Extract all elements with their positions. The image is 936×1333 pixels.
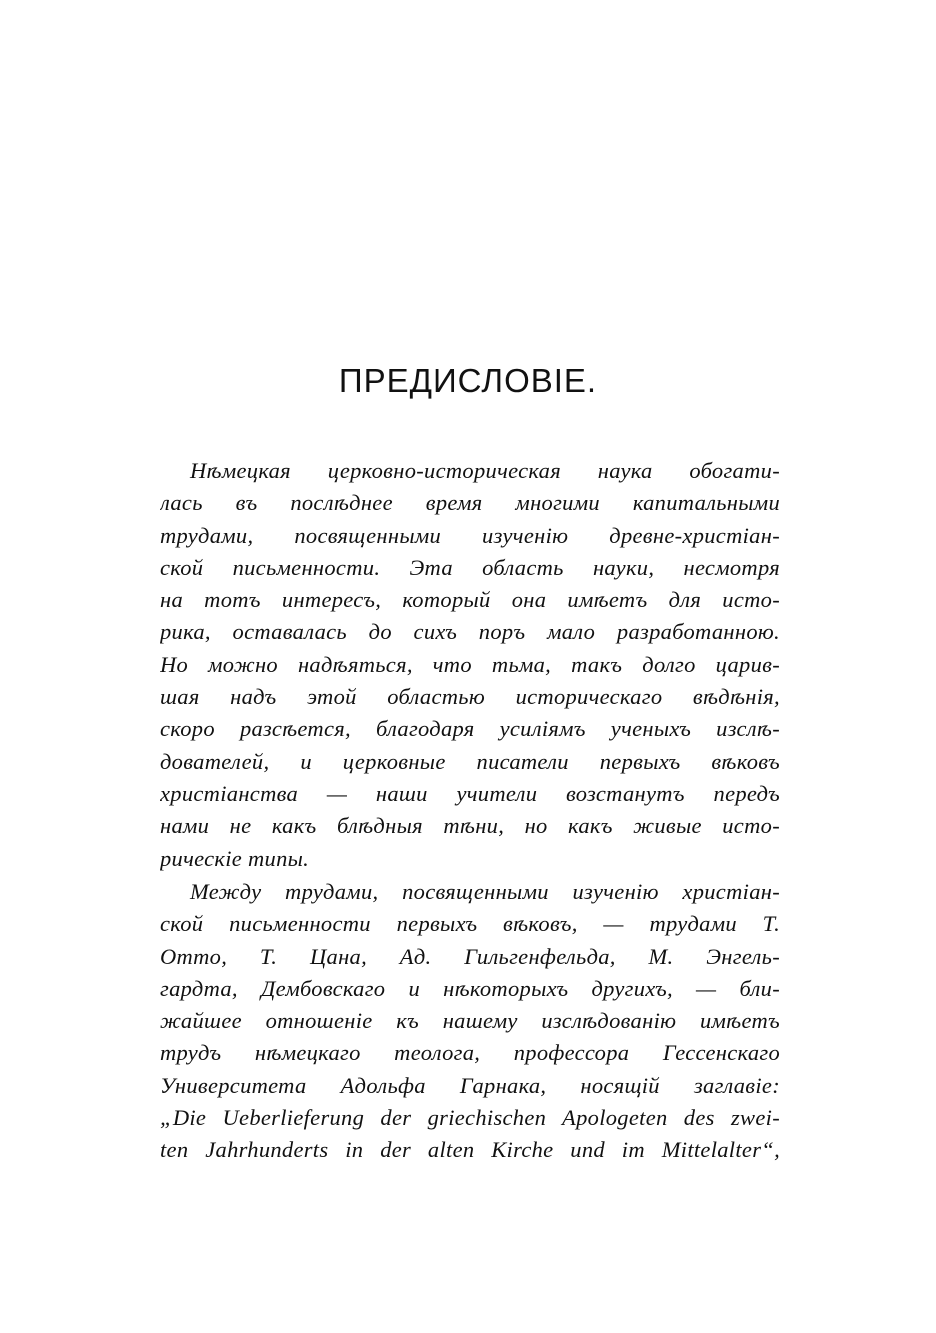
text-line: на тотъ интересъ, который она имѣетъ для исто- — [160, 587, 780, 613]
text-line: Между трудами, посвященными изученію христіан- — [190, 879, 780, 904]
text-line: рическіе типы. — [160, 845, 310, 871]
page-title: ПРЕДИСЛОВІЕ. — [338, 362, 598, 399]
paragraph-2 — [160, 876, 780, 1167]
text-line: Но можно надѣяться, что тьма, такъ долго царив- — [160, 651, 780, 677]
text-line: трудами, посвященными изученію древне-христіан- — [160, 522, 780, 548]
text-line: ской письменности. Эта область науки, несмотря — [160, 554, 780, 580]
text-line: нами не какъ блѣдныя тѣни, но какъ живые исто- — [160, 813, 780, 839]
text-line: гардта, Дембовскаго и нѣкоторыхъ другихъ, — бли- — [160, 975, 780, 1001]
text-line: Нѣмецкая церковно-историческая наука обогати- — [190, 458, 780, 483]
text-line: трудъ нѣмецкаго теолога, профессора Гессенскаго — [160, 1040, 780, 1066]
text-line: скоро разсѣется, благодаря усиліямъ ученыхъ изслѣ- — [160, 716, 780, 742]
text-line: рика, оставалась до сихъ поръ мало разработанною. — [160, 619, 780, 645]
text-line: христіанства — наши учители возстанутъ передъ — [160, 780, 780, 806]
text-line: жайшее отношеніе къ нашему изслѣдованію имѣетъ — [160, 1008, 780, 1034]
text-line: лась въ послѣднее время многими капитальными — [160, 490, 780, 516]
text-line: Отто, Т. Цана, Ад. Гильгенфельда, М. Энгель- — [160, 943, 780, 969]
paragraph-1 — [160, 455, 780, 875]
text-line: дователей, и церковные писатели первыхъ вѣковъ — [160, 748, 780, 774]
text-line: ten Jahrhunderts in der alten Kirche und im Mittelalter“, — [160, 1137, 780, 1163]
text-line: шая надъ этой областью историческаго вѣдѣнія, — [160, 684, 780, 710]
text-line: Университета Адольфа Гарнака, носящій заглавіе: — [160, 1072, 780, 1098]
text-line: „Die Ueberlieferung der griechischen Apologeten des zwei- — [160, 1105, 780, 1131]
text-line: ской письменности первыхъ вѣковъ, — трудами Т. — [160, 911, 780, 937]
